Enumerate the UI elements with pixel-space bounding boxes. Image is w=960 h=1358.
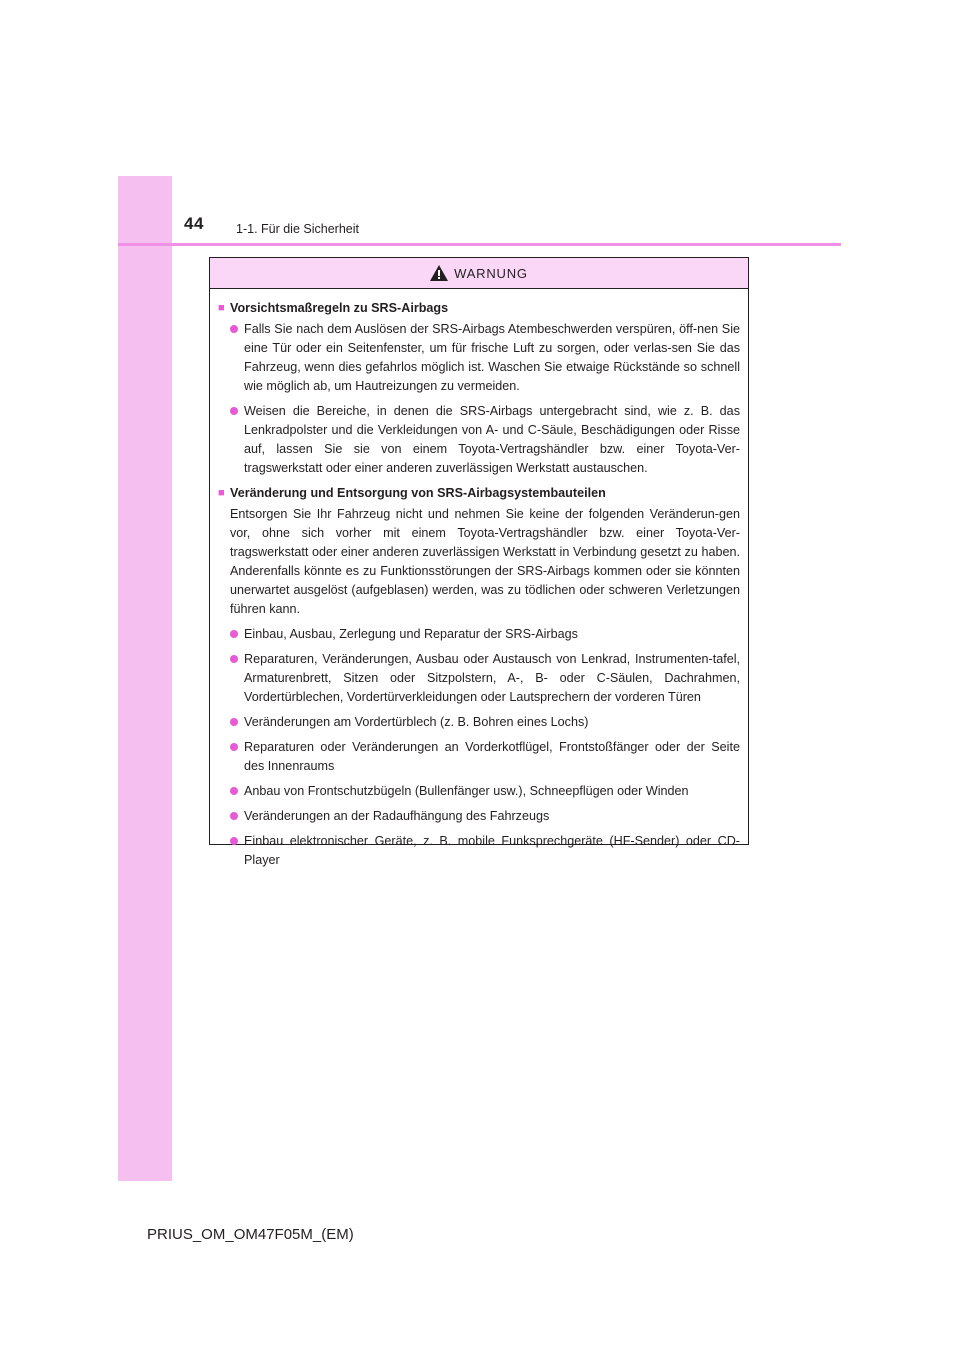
page-number: 44 (184, 214, 204, 233)
list-item-text: Anbau von Frontschutzbügeln (Bullenfänger usw.), Schneepflügen oder Winden (244, 784, 689, 798)
circle-bullet-icon (230, 655, 238, 663)
list-item (218, 320, 740, 396)
circle-bullet-icon (230, 743, 238, 751)
warning-body (210, 289, 748, 870)
circle-bullet-icon (230, 407, 238, 415)
side-tab-band (118, 176, 172, 1181)
list-item-text: Reparaturen oder Veränderungen an Vorderkotflügel, Frontstoßfänger oder der Seite des Innenraums (244, 740, 740, 773)
list-item (218, 625, 740, 644)
list-item-text: Veränderungen am Vordertürblech (z. B. Bohren eines Lochs) (244, 715, 589, 729)
section-heading (218, 484, 740, 503)
circle-bullet-icon (230, 837, 238, 845)
square-bullet-icon: ■ (218, 302, 225, 314)
list-item (218, 650, 740, 707)
section-title: 1-1. Für die Sicherheit (236, 222, 359, 236)
circle-bullet-icon (230, 325, 238, 333)
warning-triangle-icon (430, 265, 448, 281)
list-item-text: Veränderungen an der Radaufhängung des Fahrzeugs (244, 809, 550, 823)
list-item-text: Einbau elektronischer Geräte, z. B. mobile Funksprechgeräte (HF-Sender) oder CD-Player (244, 834, 740, 867)
list-item (218, 782, 740, 801)
list-item (218, 807, 740, 826)
header-rule (118, 243, 841, 246)
section-heading-text: Veränderung und Entsorgung von SRS-Airbagsystembauteilen (230, 486, 606, 500)
list-item (218, 713, 740, 732)
list-item-text: Reparaturen, Veränderungen, Ausbau oder Austausch von Lenkrad, Instrumenten-tafel, Armaturenbrett, Sitzen oder Sitzpolstern, A-, B- oder C-Säulen, Dachrahmen, Vordertürblechen, Vordertürverkleidungen oder Lautsprechern der vorderen Türen (244, 652, 740, 704)
section-heading-text: Vorsichtsmaßregeln zu SRS-Airbags (230, 301, 449, 315)
list-item (218, 832, 740, 870)
list-item (218, 738, 740, 776)
warning-header (210, 258, 748, 289)
list-item-text: Falls Sie nach dem Auslösen der SRS-Airbags Atembeschwerden verspüren, öff-nen Sie eine Tür oder ein Seitenfenster, um für frische Luft zu sorgen, oder verlas-sen Sie das Fahrzeug, wenn dies gefahrlos möglich ist. Waschen Sie etwaige Rückstände so schnell wie möglich ab, um Hautreizungen zu vermeiden. (244, 322, 740, 393)
list-item-text: Einbau, Ausbau, Zerlegung und Reparatur der SRS-Airbags (244, 627, 578, 641)
warning-box (209, 257, 749, 867)
circle-bullet-icon (230, 812, 238, 820)
section-heading (218, 299, 740, 318)
footer-code: PRIUS_OM_OM47F05M_(EM) (147, 1226, 354, 1243)
circle-bullet-icon (230, 787, 238, 795)
section-intro: Entsorgen Sie Ihr Fahrzeug nicht und nehmen Sie keine der folgenden Veränderun-gen vor, ohne sich vorher mit einem Toyota-Vertragshändler bzw. einer Toyota-Ver-tragswerkstatt oder einer anderen zuverlässigen Werkstatt in Verbindung gesetzt zu haben. Anderenfalls könnte es zu Funktionsstörungen der SRS-Airbags kommen oder sie könnten unerwartet ausgelöst (aufgeblasen) werden, was zu tödlichen oder schweren Verletzungen führen kann. (230, 507, 740, 616)
list-item (218, 402, 740, 478)
circle-bullet-icon (230, 630, 238, 638)
warning-title: WARNUNG (454, 265, 528, 281)
circle-bullet-icon (230, 718, 238, 726)
list-item-text: Weisen die Bereiche, in denen die SRS-Airbags untergebracht sind, wie z. B. das Lenkradpolster und die Verkleidungen von A- und C-Säule, Beschädigungen oder Risse auf, lassen Sie sie von einem Toyota-Vertragshändler bzw. einer Toyota-Ver-tragswerkstatt oder einer anderen zuverlässigen Werkstatt austauschen. (244, 404, 740, 475)
square-bullet-icon: ■ (218, 487, 225, 499)
